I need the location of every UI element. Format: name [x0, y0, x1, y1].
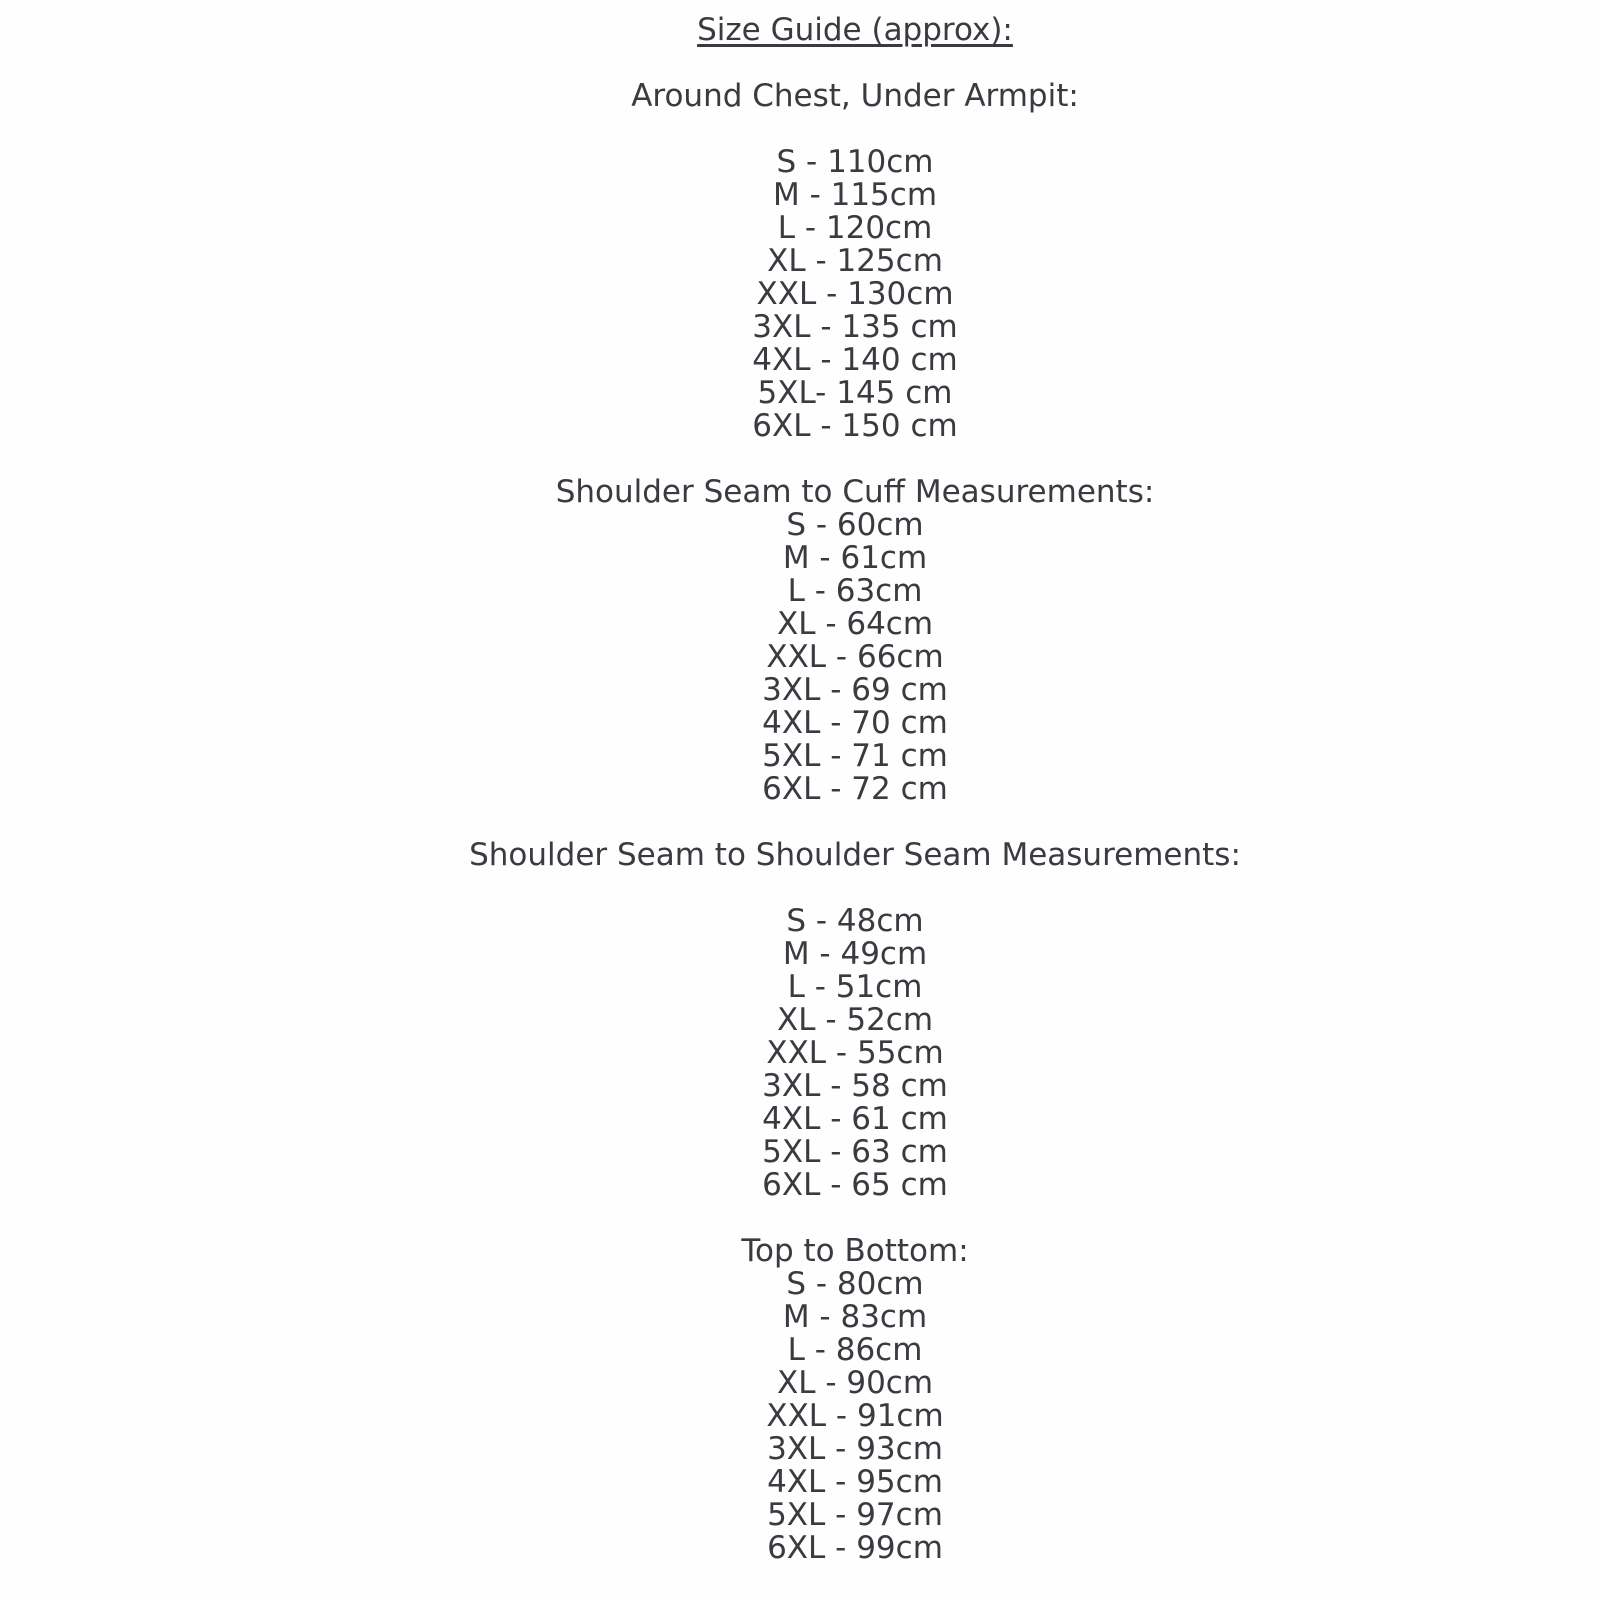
- size-row: M - 61cm: [782, 540, 928, 576]
- size-section: [110, 1235, 1600, 1565]
- page-title: Size Guide (approx):: [697, 12, 1013, 48]
- size-row: M - 49cm: [782, 936, 928, 972]
- size-section: [110, 80, 1600, 443]
- size-row: XXL - 55cm: [766, 1035, 944, 1071]
- size-row: L - 51cm: [787, 969, 923, 1005]
- size-row: XL - 125cm: [767, 243, 943, 279]
- size-row: S - 110cm: [776, 144, 934, 180]
- size-row: XL - 64cm: [776, 606, 934, 642]
- size-row: 3XL - 58 cm: [762, 1068, 948, 1104]
- size-row: L - 86cm: [787, 1332, 923, 1368]
- size-row: S - 48cm: [786, 903, 924, 939]
- size-row: XXL - 91cm: [766, 1398, 944, 1434]
- size-row: 5XL - 63 cm: [762, 1134, 948, 1170]
- size-guide-content: [110, 14, 1600, 1565]
- size-row: 4XL - 70 cm: [762, 705, 948, 741]
- size-row: XXL - 130cm: [756, 276, 954, 312]
- size-row: L - 120cm: [777, 210, 933, 246]
- size-row: 5XL - 97cm: [767, 1497, 943, 1533]
- size-row: M - 115cm: [772, 177, 938, 213]
- size-row: 6XL - 150 cm: [752, 408, 958, 444]
- size-row: XL - 52cm: [776, 1002, 934, 1038]
- size-row: 4XL - 140 cm: [752, 342, 958, 378]
- size-row: L - 63cm: [787, 573, 923, 609]
- section-heading: Around Chest, Under Armpit:: [631, 78, 1079, 114]
- size-row: 4XL - 61 cm: [762, 1101, 948, 1137]
- size-row: M - 83cm: [782, 1299, 928, 1335]
- size-row: XL - 90cm: [776, 1365, 934, 1401]
- size-section: [110, 839, 1600, 1202]
- size-row: 3XL - 69 cm: [762, 672, 948, 708]
- size-sections: [110, 80, 1600, 1565]
- size-row: 5XL - 71 cm: [762, 738, 948, 774]
- size-section: [110, 476, 1600, 806]
- size-row: 3XL - 135 cm: [752, 309, 958, 345]
- section-heading: Top to Bottom:: [741, 1233, 969, 1269]
- size-row: 6XL - 65 cm: [762, 1167, 948, 1203]
- section-heading: Shoulder Seam to Shoulder Seam Measurements:: [469, 837, 1241, 873]
- section-heading: Shoulder Seam to Cuff Measurements:: [555, 474, 1155, 510]
- size-row: 6XL - 99cm: [767, 1530, 943, 1566]
- size-row: XXL - 66cm: [766, 639, 944, 675]
- size-row: 4XL - 95cm: [767, 1464, 943, 1500]
- size-row: S - 60cm: [786, 507, 924, 543]
- size-row: 6XL - 72 cm: [762, 771, 948, 807]
- size-row: 3XL - 93cm: [767, 1431, 943, 1467]
- size-row: S - 80cm: [786, 1266, 924, 1302]
- size-row: 5XL- 145 cm: [757, 375, 953, 411]
